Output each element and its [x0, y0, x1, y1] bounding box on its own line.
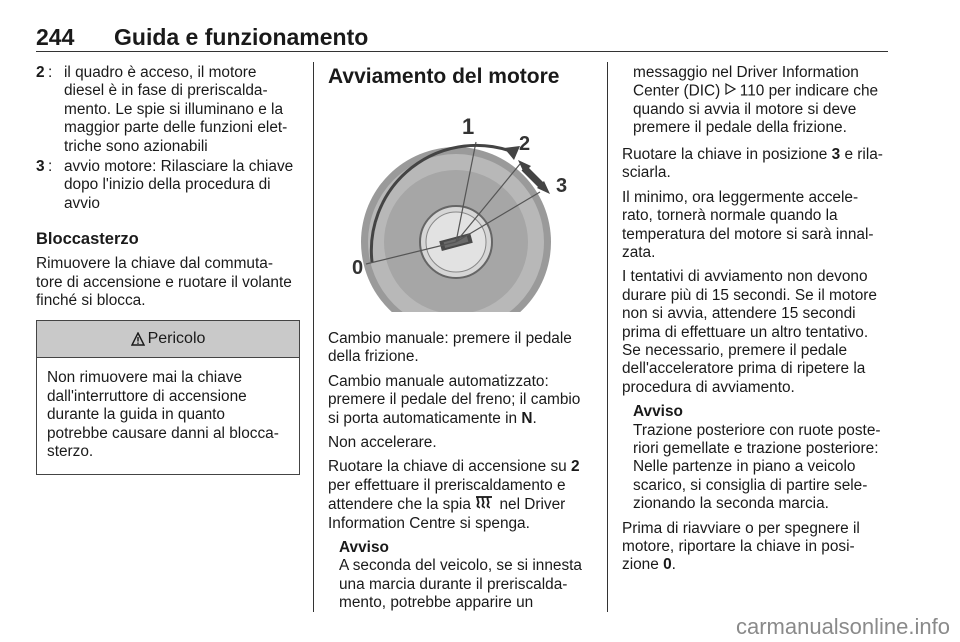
paragraph-automated-gearbox: [328, 373, 593, 428]
position-label-2: 2: [519, 133, 531, 155]
position-label-1: 1: [462, 114, 475, 139]
danger-box: [36, 320, 300, 474]
page-number: 244: [36, 24, 75, 50]
header-divider: [36, 51, 888, 52]
paragraph-restart: [622, 520, 888, 575]
text-run: 110 per indicare che quando si avvia il motore si deve premere il pedale della frizione.: [633, 82, 879, 137]
definition-item: [36, 64, 300, 156]
column-divider-1: [313, 62, 314, 612]
section-heading-engine-start: Avviamento del motore: [328, 65, 560, 88]
note-block: [622, 403, 888, 513]
page-title: Guida e funzionamento: [114, 24, 369, 50]
paragraph-attempts: I tentativi di avviamento non devono durare più di 15 secondi. Se il motore non si avvia, attendere 15 secondi prima di effettuare un altro tentativo. Se necessario, premere il pedale dell'acceleratore prima di ripetere la procedura di avviamento.: [622, 268, 877, 396]
definition-colon: :: [48, 64, 53, 81]
warning-triangle-icon: [131, 332, 145, 346]
text-run: Prima di riavviare o per spegnere il motore, riportare la chiave in posi- zione: [622, 519, 860, 574]
column-divider-2: [607, 62, 608, 612]
position-2-bold: 2: [570, 458, 580, 476]
position-0-bold: 0: [663, 556, 672, 574]
text-run: per effettuare il preriscaldamento e attendere che la spia: [328, 476, 566, 514]
danger-text: Non rimuovere mai la chiave dall'interruttore di accensione durante la guida in quanto potrebbe causare danni al blocca- sterzo.: [47, 369, 279, 461]
paragraph-turn-to-3: [622, 146, 888, 183]
column-middle: [328, 64, 593, 613]
watermark: carmanualsonline.info: [735, 614, 950, 639]
danger-box-header: [37, 321, 299, 358]
gear-n-bold: N: [521, 409, 533, 427]
paragraph-preheat: [328, 458, 593, 533]
column-right: [622, 64, 888, 581]
note-title: Avviso: [633, 403, 683, 421]
column-left: [36, 64, 300, 475]
paragraph-idle: Il minimo, ora leggermente accele- rato, tornerà normale quando la temperatura del motore si sarà innal- zata.: [622, 188, 874, 261]
text-run: messaggio nel Driver Information Center (DIC): [633, 64, 859, 100]
note-text: A seconda del veicolo, se si innesta una marcia durante il preriscalda- mento, potrebbe apparire un: [339, 557, 582, 612]
definition-term: 3: [36, 158, 45, 176]
note-text: Trazione posteriore con ruote poste- riori gemellate e trazione posteriore: Nelle partenze in piano a veicolo scarico, si consiglia di partire sele- zionando la seconda marcia.: [633, 421, 881, 513]
definition-text: avvio motore: Rilasciare la chiave dopo l'inizio della procedura di avvio: [64, 158, 294, 212]
danger-symbol: [131, 332, 145, 346]
text-run: .: [671, 556, 676, 574]
position-3-bold: 3: [831, 145, 841, 163]
paragraph-manual-gearbox: Cambio manuale: premere il pedale della frizione.: [328, 330, 572, 366]
definition-text: il quadro è acceso, il motore diesel è in fase di preriscalda- mento. Le spie si illuminano e la maggior parte delle funzioni elet- triche sono azionabili: [64, 64, 288, 155]
page-header: [36, 22, 886, 52]
position-label-3: 3: [556, 175, 568, 197]
note-continuation: [622, 64, 888, 138]
text-run: e rila- sciarla.: [622, 145, 883, 182]
section-heading-steering-lock: Bloccasterzo: [36, 230, 139, 249]
note-block: [328, 539, 593, 613]
text-run: Ruotare la chiave di accensione su: [328, 458, 571, 476]
position-label-0: 0: [352, 257, 364, 279]
text-run: .: [532, 409, 537, 427]
page-reference-arrow-icon: [725, 82, 736, 100]
ignition-switch-illustration: [328, 102, 593, 312]
definition-colon: :: [48, 158, 53, 176]
text-run: Cambio manuale automatizzato: premere il pedale del freno; il cambio si porta automaticamente in: [328, 372, 581, 427]
text-run: Ruotare la chiave in posizione: [622, 145, 832, 163]
glow-plug-icon: [475, 495, 495, 514]
definition-term: 2: [36, 64, 45, 81]
paragraph-no-accelerate: Non accelerare.: [328, 434, 437, 452]
text-run: nel Driver Information Centre si spenga.: [328, 496, 566, 532]
steering-lock-text: Rimuovere la chiave dal commuta- tore di accensione e ruotare il volante finché si blocca.: [36, 255, 292, 310]
definition-item: [36, 158, 300, 213]
danger-title: Pericolo: [147, 330, 206, 348]
note-title: Avviso: [339, 539, 389, 557]
ignition-switch-figure: [328, 102, 593, 312]
